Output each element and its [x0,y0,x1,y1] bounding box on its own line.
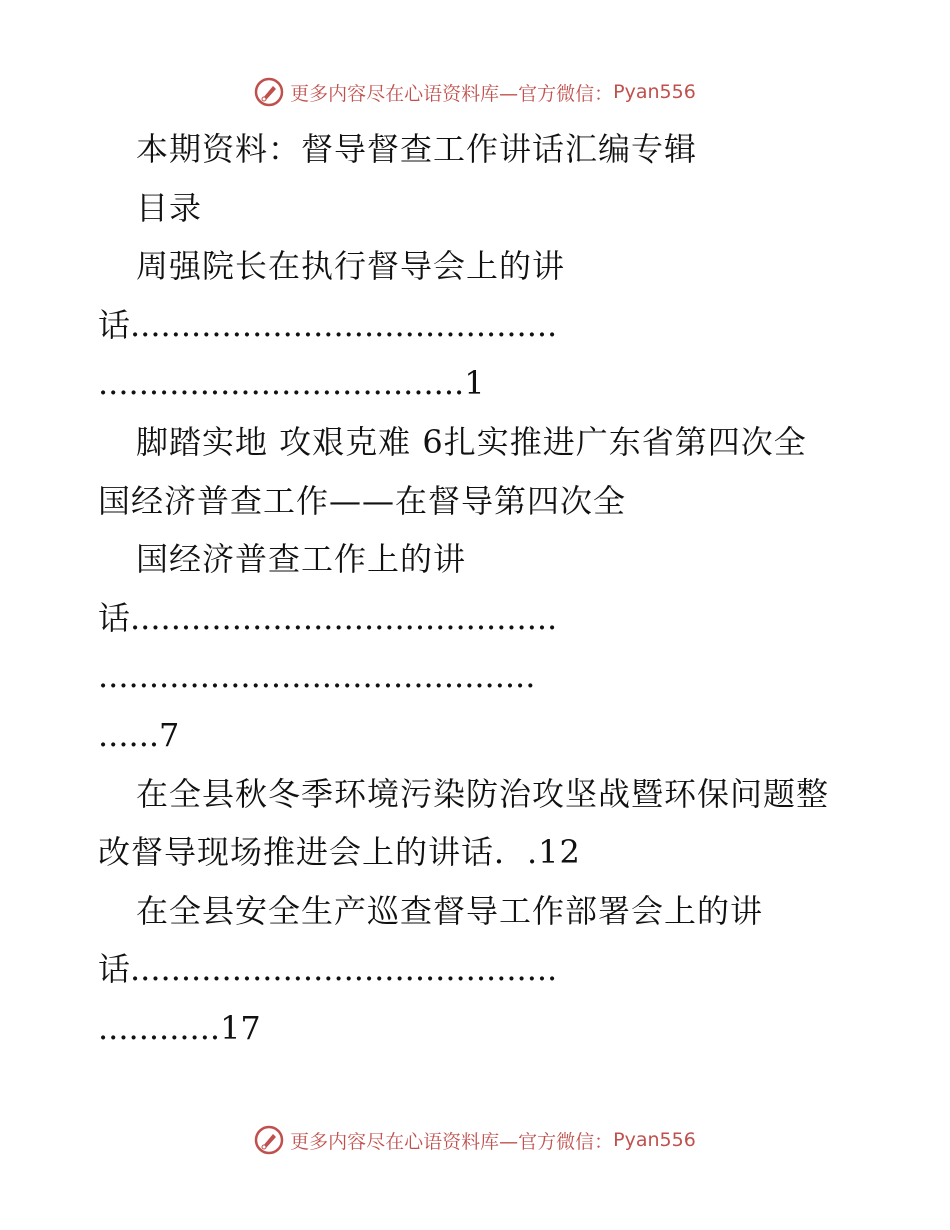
toc-line: 脚踏实地 攻艰克难 6扎实推进广东省第四次全 [136,422,807,461]
toc-line: 在全县安全生产巡查督导工作部署会上的讲 [136,891,764,930]
toc-line: 周强院长在执行督导会上的讲 [136,247,566,286]
toc-line: ........................................... [98,657,536,696]
toc-line: 改督导现场推进会上的讲话．.12 [98,833,581,872]
toc-line: 目录 [136,188,203,227]
pen-logo-icon [254,1125,284,1155]
toc-line: 国经济普查工作上的讲 [136,540,467,579]
toc-line: ....................................1 [98,364,485,403]
toc-line: 国经济普查工作——在督导第四次全 [98,481,627,520]
toc-content [98,120,858,1058]
toc-line: 在全县秋冬季环境污染防治攻坚战暨环保问题整 [136,774,830,813]
toc-line: ............17 [98,1008,261,1047]
toc-line: 话.......................................... [98,305,558,344]
toc-line: ......7 [98,715,180,754]
watermark-text: 更多内容尽在心语资料库—官方微信： [290,1130,614,1153]
watermark-wechat: Pyan556 [613,1129,696,1151]
watermark-wechat: Pyan556 [613,81,696,103]
toc-line: 本期资料：督导督查工作讲话汇编专辑 [136,130,698,168]
pen-logo-icon [254,77,284,107]
watermark-text: 更多内容尽在心语资料库—官方微信： [290,82,614,105]
toc-line: 话.......................................... [98,950,558,989]
footer-watermark [0,1120,950,1160]
toc-line: 话.......................................... [98,598,558,637]
header-watermark [0,72,950,112]
